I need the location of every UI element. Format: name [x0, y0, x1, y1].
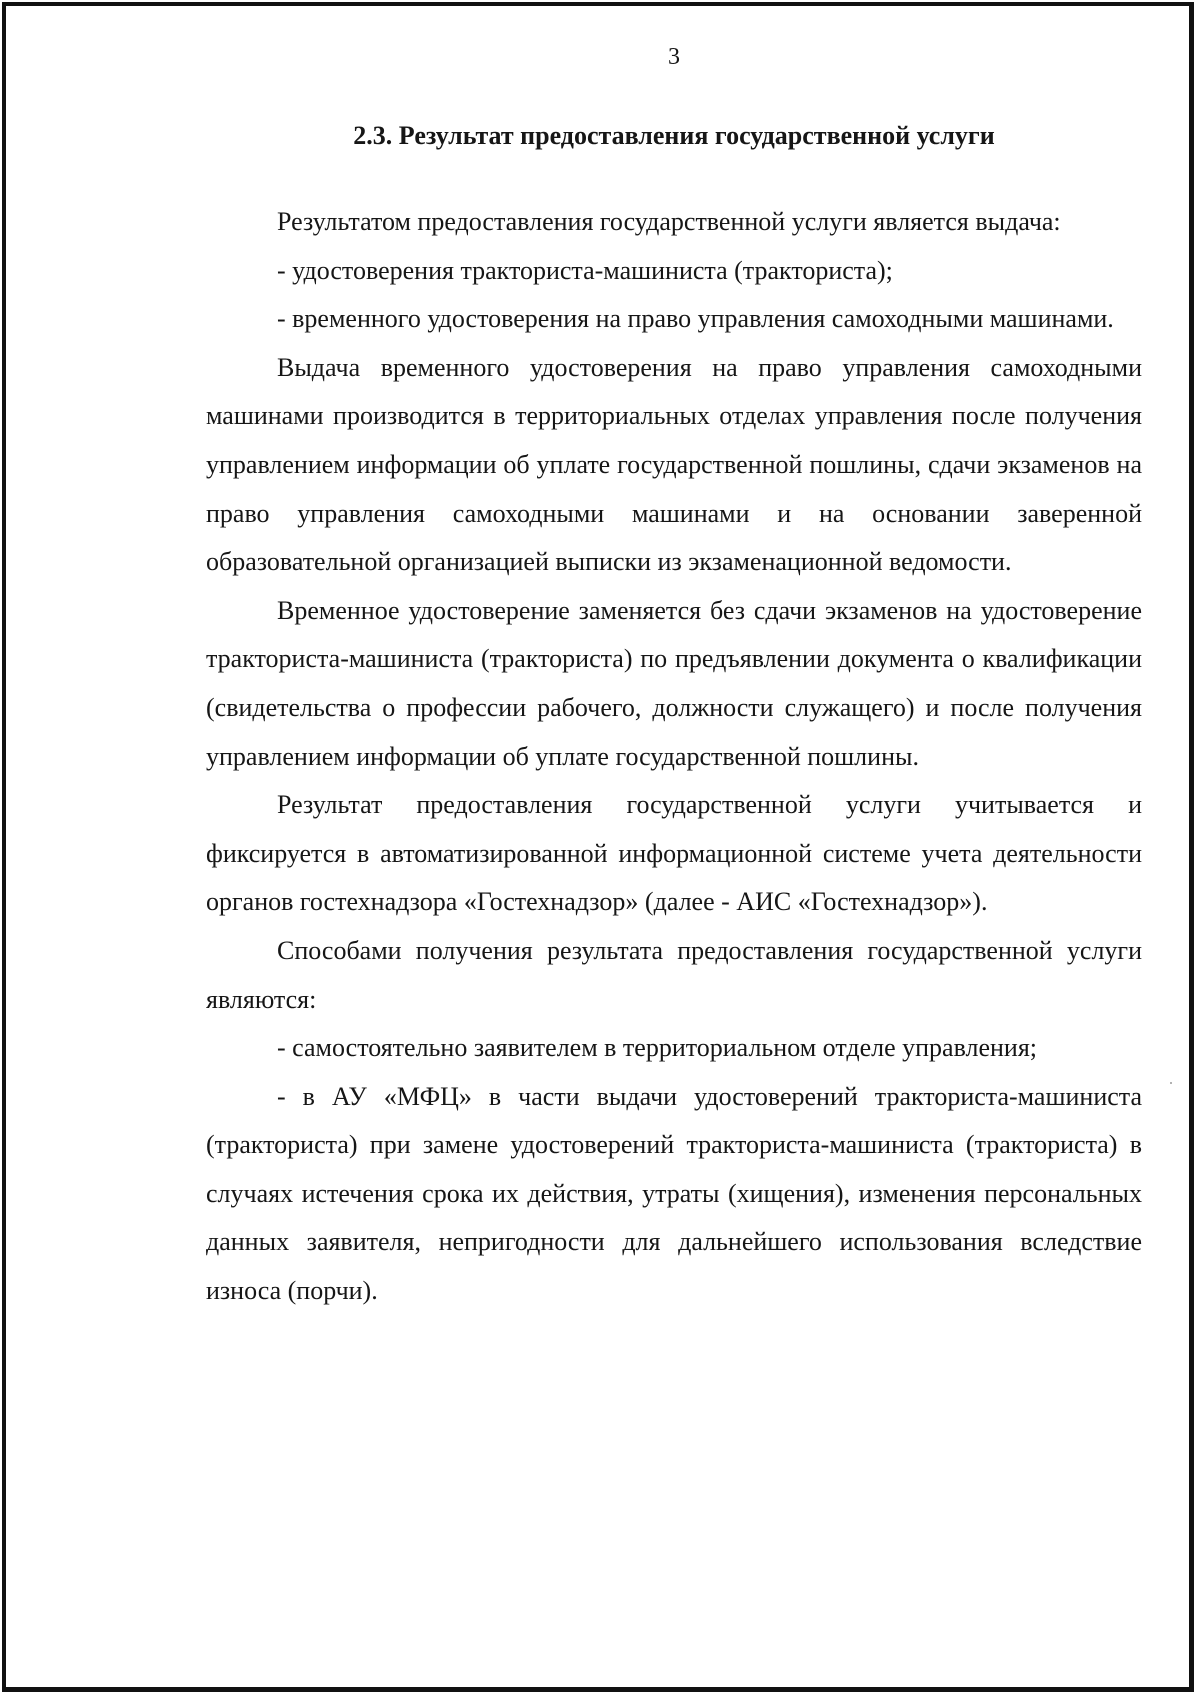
paragraph-temporary-replacement: Временное удостоверение заменяется без сдачи экзаменов на удостоверение тракториста-машиниста (тракториста) по предъявлении документа о квалификации (свидетельства о профессии рабочего, должности служащего) и после получения управлением информации об уплате государственной пошлины. [206, 595, 1142, 771]
section-heading: 2.3. Результат предоставления государственной услуги [353, 121, 995, 150]
paragraph-temporary-issuance: Выдача временного удостоверения на право управления самоходными машинами производится в территориальных отделах управления после получения управлением информации об уплате государственной пошлины, сдачи экзаменов на право управления самоходными машинами и на основании заверенной образовательной организацией выписки из экзаменационной ведомости. [206, 352, 1142, 577]
page-number: 3 [668, 44, 680, 70]
list-item-temporary-certificate: - временного удостоверения на право управления самоходными машинами. [277, 304, 1114, 334]
list-item-certificate: - удостоверения тракториста-машиниста (тракториста); [277, 255, 893, 285]
list-item-mfc-receipt: - в АУ «МФЦ» в части выдачи удостоверений тракториста-машиниста (тракториста) при замене удостоверений тракториста-машиниста (тракториста) в случаях истечения срока их действия, утраты (хищения), изменения персональных данных заявителя, непригодности для дальнейшего использования вследствие износа (порчи). [206, 1081, 1142, 1306]
paragraph-result-recording: Результат предоставления государственной услуги учитывается и фиксируется в автоматизированной информационной системе учета деятельности органов гостехнадзора «Гостехнадзор» (далее - АИС «Гостехнадзор»). [206, 790, 1142, 917]
paragraph-receipt-methods: Способами получения результата предоставления государственной услуги являются: [206, 935, 1142, 1014]
list-item-self-receipt: - самостоятельно заявителем в территориальном отделе управления; [277, 1033, 1038, 1063]
scan-speck [1170, 1082, 1172, 1084]
paragraph-result-intro: Результатом предоставления государственной услуги является выдача: [277, 207, 1061, 236]
document-page [206, 30, 1142, 1316]
